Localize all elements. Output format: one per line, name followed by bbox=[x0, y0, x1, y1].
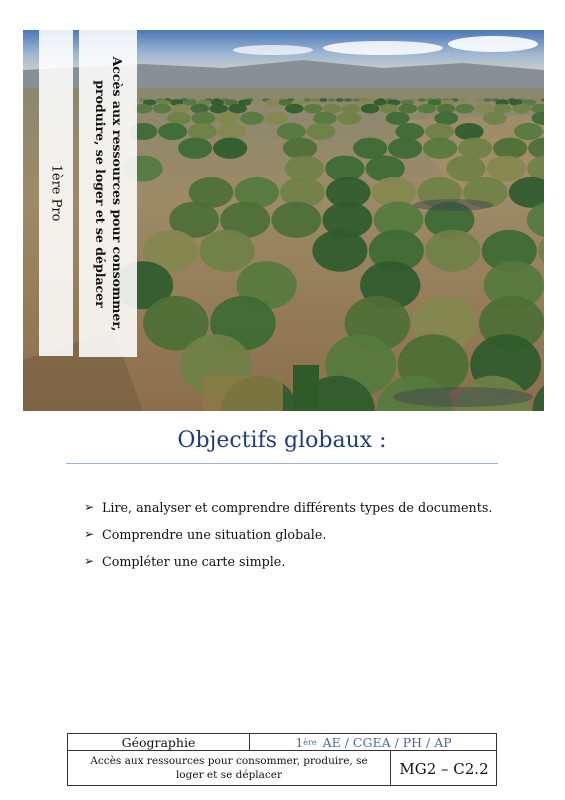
classes-list: AE / CGEA / PH / AP bbox=[322, 734, 452, 750]
objectives-list bbox=[84, 500, 492, 581]
footer-theme: Accès aux ressources pour consommer, produire, se loger et se déplacer bbox=[68, 751, 391, 786]
classes-number: 1 bbox=[295, 734, 304, 750]
arrow-bullet-icon: ➢ bbox=[84, 527, 95, 541]
cover-image bbox=[23, 30, 544, 411]
list-item bbox=[84, 500, 492, 527]
theme-title-line-2: produire, se loger et se déplacer bbox=[93, 79, 108, 308]
arrow-bullet-icon: ➢ bbox=[84, 554, 95, 568]
footer-code: MG2 – C2.2 bbox=[399, 759, 489, 778]
objective-text: Comprendre une situation globale. bbox=[102, 527, 327, 542]
list-item bbox=[84, 554, 492, 581]
theme-title-line-1: Accès aux ressources pour consommer, bbox=[109, 56, 125, 331]
arrow-bullet-icon: ➢ bbox=[84, 500, 95, 514]
footer-classes bbox=[250, 734, 497, 751]
level-label: 1ère Pro bbox=[48, 164, 64, 222]
objective-text: Compléter une carte simple. bbox=[102, 554, 286, 569]
theme-band bbox=[79, 30, 137, 357]
heading-divider bbox=[66, 463, 498, 464]
classes-ordinal: ère bbox=[303, 737, 317, 747]
list-item bbox=[84, 527, 492, 554]
theme-title bbox=[91, 56, 125, 331]
level-band bbox=[39, 30, 73, 356]
objectives-heading: Objectifs globaux : bbox=[177, 428, 387, 453]
footer-subject: Géographie bbox=[68, 734, 250, 751]
footer-table bbox=[67, 733, 497, 786]
objective-text: Lire, analyser et comprendre différents types de documents. bbox=[102, 500, 493, 515]
